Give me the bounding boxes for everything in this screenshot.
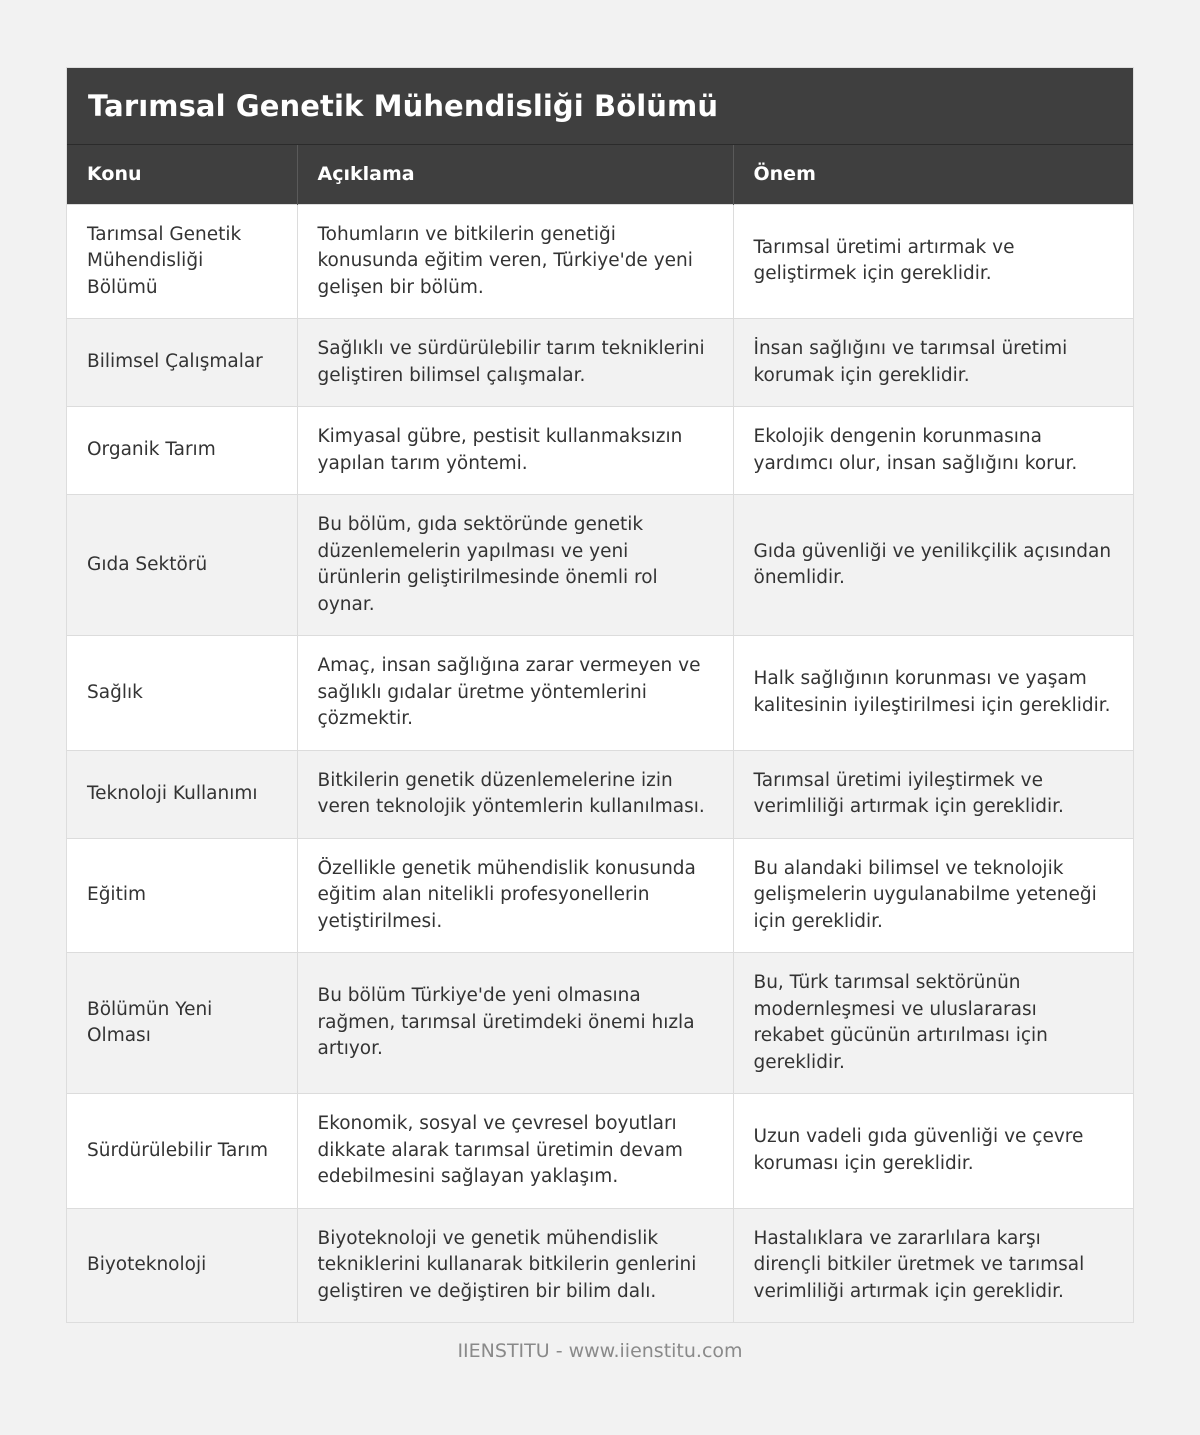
table-row	[67, 1094, 1133, 1209]
column-header-aciklama: Açıklama	[297, 145, 733, 204]
cell-aciklama: Ekonomik, sosyal ve çevresel boyutları dikkate alarak tarımsal üretimin devam edebilmesini sağlayan yaklaşım.	[297, 1094, 733, 1209]
cell-onem: İnsan sağlığını ve tarımsal üretimi korumak için gereklidir.	[733, 319, 1133, 407]
cell-konu: Sürdürülebilir Tarım	[67, 1094, 297, 1209]
cell-konu: Sağlık	[67, 636, 297, 751]
cell-aciklama: Amaç, insan sağlığına zarar vermeyen ve sağlıklı gıdalar üretme yöntemlerini çözmektir.	[297, 636, 733, 751]
table-body	[67, 204, 1133, 1322]
cell-aciklama: Tohumların ve bitkilerin genetiği konusunda eğitim veren, Türkiye'de yeni gelişen bir bölüm.	[297, 204, 733, 319]
table-row	[67, 495, 1133, 636]
table-row	[67, 636, 1133, 751]
info-table	[67, 145, 1133, 1322]
cell-aciklama: Biyoteknoloji ve genetik mühendislik tekniklerini kullanarak bitkilerin genlerini geliştiren ve değiştiren bir bilim dalı.	[297, 1208, 733, 1322]
cell-onem: Uzun vadeli gıda güvenliği ve çevre koruması için gereklidir.	[733, 1094, 1133, 1209]
column-header-onem: Önem	[733, 145, 1133, 204]
cell-aciklama: Özellikle genetik mühendislik konusunda eğitim alan nitelikli profesyonellerin yetiştirilmesi.	[297, 838, 733, 953]
cell-aciklama: Bu bölüm Türkiye'de yeni olmasına rağmen, tarımsal üretimdeki önemi hızla artıyor.	[297, 953, 733, 1094]
cell-aciklama: Bitkilerin genetik düzenlemelerine izin veren teknolojik yöntemlerin kullanılması.	[297, 750, 733, 838]
header-row	[67, 145, 1133, 204]
cell-konu: Bölümün Yeni Olması	[67, 953, 297, 1094]
page-title: Tarımsal Genetik Mühendisliği Bölümü	[88, 89, 719, 123]
table-header	[67, 145, 1133, 204]
title-bar	[67, 68, 1133, 145]
cell-onem: Ekolojik dengenin korunmasına yardımcı olur, insan sağlığını korur.	[733, 407, 1133, 495]
cell-konu: Organik Tarım	[67, 407, 297, 495]
cell-onem: Halk sağlığının korunması ve yaşam kalitesinin iyileştirilmesi için gereklidir.	[733, 636, 1133, 751]
table-row	[67, 953, 1133, 1094]
table-row	[67, 407, 1133, 495]
table-row	[67, 204, 1133, 319]
cell-konu: Tarımsal Genetik Mühendisliği Bölümü	[67, 204, 297, 319]
column-header-konu: Konu	[67, 145, 297, 204]
cell-onem: Gıda güvenliği ve yenilikçilik açısından önemlidir.	[733, 495, 1133, 636]
cell-onem: Bu, Türk tarımsal sektörünün modernleşmesi ve uluslararası rekabet gücünün artırılması için gereklidir.	[733, 953, 1133, 1094]
footer-credit: IIENSTITU - www.iienstitu.com	[457, 1340, 743, 1362]
cell-onem: Tarımsal üretimi iyileştirmek ve verimliliği artırmak için gereklidir.	[733, 750, 1133, 838]
table-row	[67, 319, 1133, 407]
cell-aciklama: Bu bölüm, gıda sektöründe genetik düzenlemelerin yapılması ve yeni ürünlerin geliştirilmesinde önemli rol oynar.	[297, 495, 733, 636]
cell-konu: Gıda Sektörü	[67, 495, 297, 636]
cell-onem: Bu alandaki bilimsel ve teknolojik gelişmelerin uygulanabilme yeteneği için gereklidir.	[733, 838, 1133, 953]
cell-onem: Hastalıklara ve zararlılara karşı dirençli bitkiler üretmek ve tarımsal verimliliği artırmak için gereklidir.	[733, 1208, 1133, 1322]
cell-konu: Biyoteknoloji	[67, 1208, 297, 1322]
cell-aciklama: Kimyasal gübre, pestisit kullanmaksızın yapılan tarım yöntemi.	[297, 407, 733, 495]
table-row	[67, 838, 1133, 953]
table-card	[67, 68, 1133, 1322]
table-row	[67, 750, 1133, 838]
cell-konu: Eğitim	[67, 838, 297, 953]
cell-konu: Bilimsel Çalışmalar	[67, 319, 297, 407]
cell-aciklama: Sağlıklı ve sürdürülebilir tarım tekniklerini geliştiren bilimsel çalışmalar.	[297, 319, 733, 407]
cell-konu: Teknoloji Kullanımı	[67, 750, 297, 838]
table-row	[67, 1208, 1133, 1322]
cell-onem: Tarımsal üretimi artırmak ve geliştirmek için gereklidir.	[733, 204, 1133, 319]
